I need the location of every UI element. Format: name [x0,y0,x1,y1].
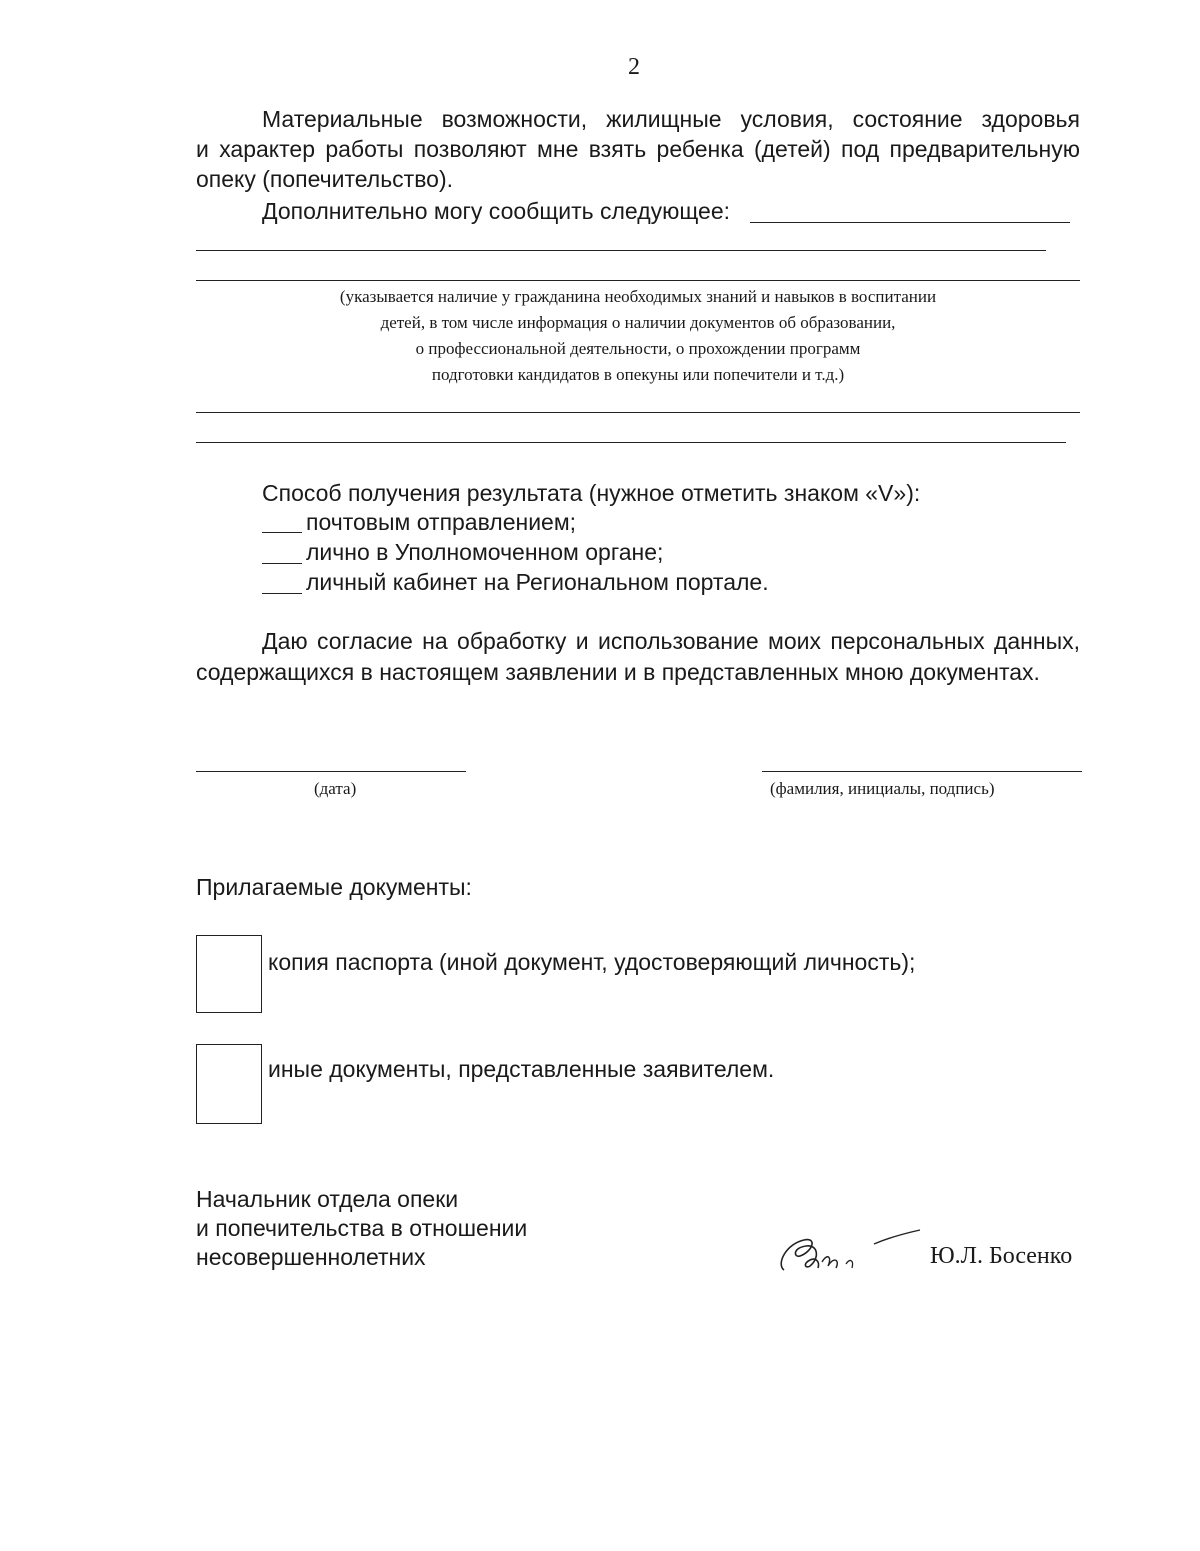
date-input-line[interactable] [196,771,466,772]
paragraph-line: опеку (попечительство). [196,166,454,192]
attachment-passport-label: копия паспорта (иной документ, удостоверяющий личность); [268,949,916,975]
attachments-title: Прилагаемые документы: [196,874,472,900]
hint-line: (указывается наличие у гражданина необходимых знаний и навыков в воспитании [339,287,937,306]
hint-line: подготовки кандидатов в опекуны или попечители и т.д.) [431,365,845,384]
paragraph-line: и характер работы позволяют мне взять ребенка (детей) под предварительную [196,136,1080,162]
hint-line: детей, в том числе информация о наличии документов об образовании, [380,313,896,332]
signatory-position-line: и попечительства в отношении [196,1215,528,1241]
signatory-name: Ю.Л. Босенко [930,1243,1073,1269]
date-caption: (дата) [314,779,357,798]
attachment-other-label: иные документы, представленные заявителем. [268,1056,775,1082]
page-number: 2 [628,54,640,80]
hint-line: о профессиональной деятельности, о прохождении программ [415,339,861,358]
option-checkbox-line[interactable] [262,593,302,594]
consent-line: содержащихся в настоящем заявлении и в представленных мною документах. [196,659,1040,685]
additional-info-input-line[interactable] [750,222,1070,223]
paragraph-line: Материальные возможности, жилищные условия, состояние здоровья [262,106,1080,132]
handwritten-signature [770,1222,930,1282]
signatory-position-line: несовершеннолетних [196,1244,426,1270]
attachment-checkbox-other[interactable] [196,1044,262,1124]
option-in-person: лично в Уполномоченном органе; [306,539,664,565]
option-checkbox-line[interactable] [262,563,302,564]
additional-info-label: Дополнительно могу сообщить следующее: [262,198,731,224]
additional-info-input-line[interactable] [196,442,1066,443]
option-checkbox-line[interactable] [262,532,302,533]
additional-info-input-line[interactable] [196,412,1080,413]
additional-info-input-line[interactable] [196,250,1046,251]
signatory-position-line: Начальник отдела опеки [196,1186,459,1212]
result-method-title: Способ получения результата (нужное отметить знаком «V»): [262,480,921,506]
additional-info-input-line[interactable] [196,280,1080,281]
option-mail: почтовым отправлением; [306,509,577,535]
option-portal: личный кабинет на Региональном портале. [306,569,769,595]
name-signature-caption: (фамилия, инициалы, подпись) [770,779,995,798]
attachment-checkbox-passport[interactable] [196,935,262,1013]
consent-line: Даю согласие на обработку и использование моих персональных данных, [262,628,1080,654]
name-signature-input-line[interactable] [762,771,1082,772]
additional-info-hint [196,284,1080,388]
